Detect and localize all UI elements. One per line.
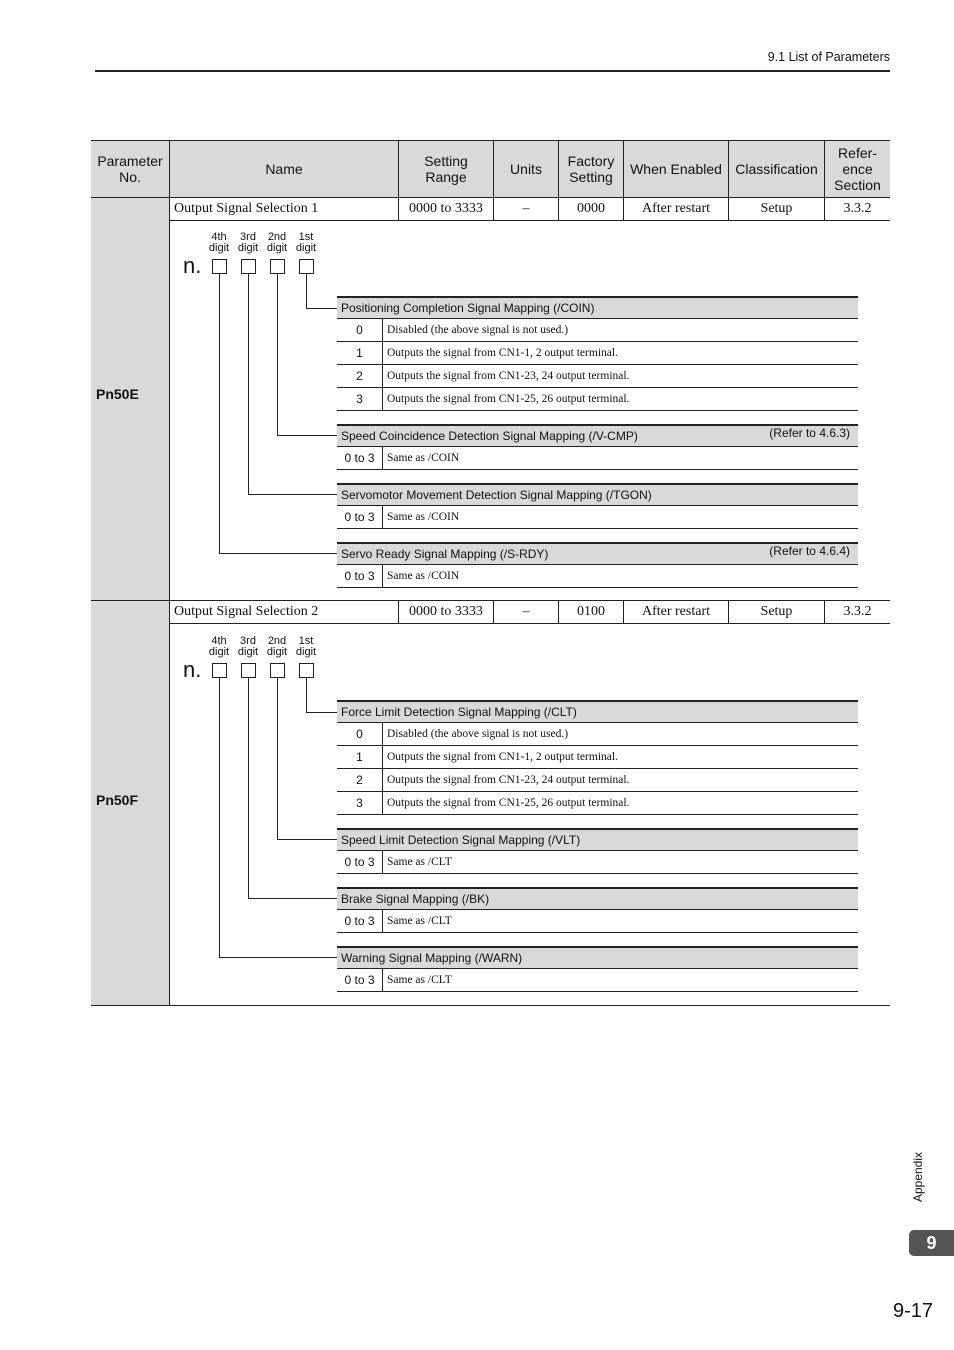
digit-box-1st	[299, 259, 314, 274]
page-number: 9-17	[893, 1300, 934, 1322]
option-value: 1	[356, 346, 363, 360]
option-desc: Outputs the signal from CN1-1, 2 output terminal.	[382, 746, 858, 768]
col-name: Name	[170, 141, 398, 197]
param-name: Output Signal Selection 2	[174, 604, 319, 619]
digit-box-4th	[212, 259, 227, 274]
digit-label: 1st digit	[295, 231, 317, 254]
header-rule	[95, 70, 890, 72]
section-header	[337, 542, 858, 565]
option-row	[337, 910, 858, 933]
col-units: Units	[494, 141, 558, 197]
digit-label: 4th digit	[208, 635, 230, 658]
n-prefix: n.	[183, 253, 202, 278]
section-header	[337, 424, 858, 447]
option-desc: Same as /COIN	[382, 447, 858, 469]
param-no-pn50f: Pn50F	[96, 792, 139, 808]
digit-label: 1st digit	[295, 635, 317, 658]
option-value: 0 to 3	[344, 855, 375, 869]
connector	[306, 712, 337, 713]
param-range: 0000 to 3333	[409, 201, 483, 216]
section-title: Positioning Completion Signal Mapping (/COIN)	[341, 301, 595, 315]
param-class: Setup	[760, 604, 793, 619]
connector	[277, 435, 337, 436]
option-row	[337, 969, 858, 992]
section-title: Force Limit Detection Signal Mapping (/CLT)	[341, 705, 577, 719]
param-name: Output Signal Selection 1	[174, 201, 319, 216]
option-desc: Outputs the signal from CN1-23, 24 output terminal.	[382, 769, 858, 791]
option-row	[337, 769, 858, 792]
param-range: 0000 to 3333	[409, 604, 483, 619]
option-row	[337, 447, 858, 470]
section-title: Servo Ready Signal Mapping (/S-RDY)	[341, 547, 549, 561]
col-factory-setting: Factory Setting	[559, 141, 623, 197]
section-ref: (Refer to 4.6.3)	[769, 426, 850, 440]
connector	[306, 308, 337, 309]
section-title: Servomotor Movement Detection Signal Mapping (/TGON)	[341, 488, 652, 502]
digit-label: 4th digit	[208, 231, 230, 254]
param-factory: 0100	[577, 604, 605, 619]
connector	[248, 274, 249, 495]
col-when-enabled: When Enabled	[624, 141, 728, 197]
n-prefix: n.	[183, 657, 202, 682]
digit-box-3rd	[241, 663, 256, 678]
option-desc: Outputs the signal from CN1-25, 26 output terminal.	[382, 388, 858, 410]
option-value: 0	[356, 727, 363, 741]
connector	[248, 898, 337, 899]
section-title: Speed Limit Detection Signal Mapping (/VLT)	[341, 833, 581, 847]
option-desc: Outputs the signal from CN1-1, 2 output terminal.	[382, 342, 858, 364]
param-when: After restart	[641, 604, 711, 619]
connector	[219, 678, 220, 958]
table-bottom-rule	[91, 1005, 890, 1006]
section-header	[337, 700, 858, 723]
option-value: 0 to 3	[344, 510, 375, 524]
option-row	[337, 792, 858, 815]
col-setting-range: Setting Range	[399, 141, 493, 197]
pn50e-row-rule	[170, 220, 890, 221]
digit-box-2nd	[270, 259, 285, 274]
connector	[219, 553, 337, 554]
col-param-no: Parameter No.	[91, 141, 169, 197]
option-row	[337, 723, 858, 746]
connector	[306, 274, 307, 309]
option-value: 0	[356, 323, 363, 337]
param-ref: 3.3.2	[843, 201, 872, 216]
section-header	[337, 946, 858, 969]
option-desc: Same as /CLT	[382, 969, 858, 991]
option-desc: Same as /CLT	[382, 910, 858, 932]
digit-box-2nd	[270, 663, 285, 678]
section-header	[337, 296, 858, 319]
param-ref: 3.3.2	[843, 604, 872, 619]
option-row	[337, 746, 858, 769]
option-value: 0 to 3	[344, 569, 375, 583]
param-no-pn50e: Pn50E	[96, 386, 139, 402]
option-value: 1	[356, 750, 363, 764]
digit-box-1st	[299, 663, 314, 678]
connector	[277, 678, 278, 840]
section-ref: (Refer to 4.6.4)	[769, 544, 850, 558]
connector	[219, 957, 337, 958]
col-divider	[169, 140, 170, 1006]
option-row	[337, 506, 858, 529]
section-title: Brake Signal Mapping (/BK)	[341, 892, 490, 906]
table-top-rule	[91, 140, 890, 141]
running-header: 9.1 List of Parameters	[767, 50, 890, 64]
option-row	[337, 851, 858, 874]
digit-box-4th	[212, 663, 227, 678]
option-desc: Disabled (the above signal is not used.)	[382, 723, 858, 745]
connector	[219, 274, 220, 554]
digit-label: 3rd digit	[237, 635, 259, 658]
param-when: After restart	[641, 201, 711, 216]
option-value: 0 to 3	[344, 451, 375, 465]
side-tab-label: Appendix	[911, 1151, 925, 1203]
col-classification: Classification	[729, 141, 824, 197]
option-row	[337, 388, 858, 411]
connector	[306, 678, 307, 713]
option-desc: Disabled (the above signal is not used.)	[382, 319, 858, 341]
digit-box-3rd	[241, 259, 256, 274]
option-value: 2	[356, 773, 363, 787]
param-units: –	[522, 201, 530, 216]
chapter-tab: 9	[909, 1230, 954, 1256]
option-value: 0 to 3	[344, 914, 375, 928]
col-reference: Refer- ence Section	[825, 141, 890, 197]
option-desc: Same as /COIN	[382, 506, 858, 528]
digit-label: 2nd digit	[266, 635, 288, 658]
option-desc: Outputs the signal from CN1-25, 26 output terminal.	[382, 792, 858, 814]
connector	[277, 274, 278, 436]
section-header	[337, 828, 858, 851]
param-class: Setup	[760, 201, 793, 216]
option-desc: Outputs the signal from CN1-23, 24 output terminal.	[382, 365, 858, 387]
section-header	[337, 483, 858, 506]
section-header	[337, 887, 858, 910]
option-desc: Same as /CLT	[382, 851, 858, 873]
digit-label: 2nd digit	[266, 231, 288, 254]
option-row	[337, 319, 858, 342]
pn50f-row-rule	[170, 623, 890, 624]
option-value: 3	[356, 796, 363, 810]
option-value: 0 to 3	[344, 973, 375, 987]
connector	[248, 494, 337, 495]
digit-label: 3rd digit	[237, 231, 259, 254]
option-row	[337, 565, 858, 588]
section-title: Speed Coincidence Detection Signal Mapping (/V-CMP)	[341, 429, 638, 443]
connector	[248, 678, 249, 899]
param-units: –	[522, 604, 530, 619]
section-title: Warning Signal Mapping (/WARN)	[341, 951, 523, 965]
connector	[277, 839, 337, 840]
option-value: 3	[356, 392, 363, 406]
param-factory: 0000	[577, 201, 605, 216]
option-desc: Same as /COIN	[382, 565, 858, 587]
option-value: 2	[356, 369, 363, 383]
option-row	[337, 365, 858, 388]
option-row	[337, 342, 858, 365]
